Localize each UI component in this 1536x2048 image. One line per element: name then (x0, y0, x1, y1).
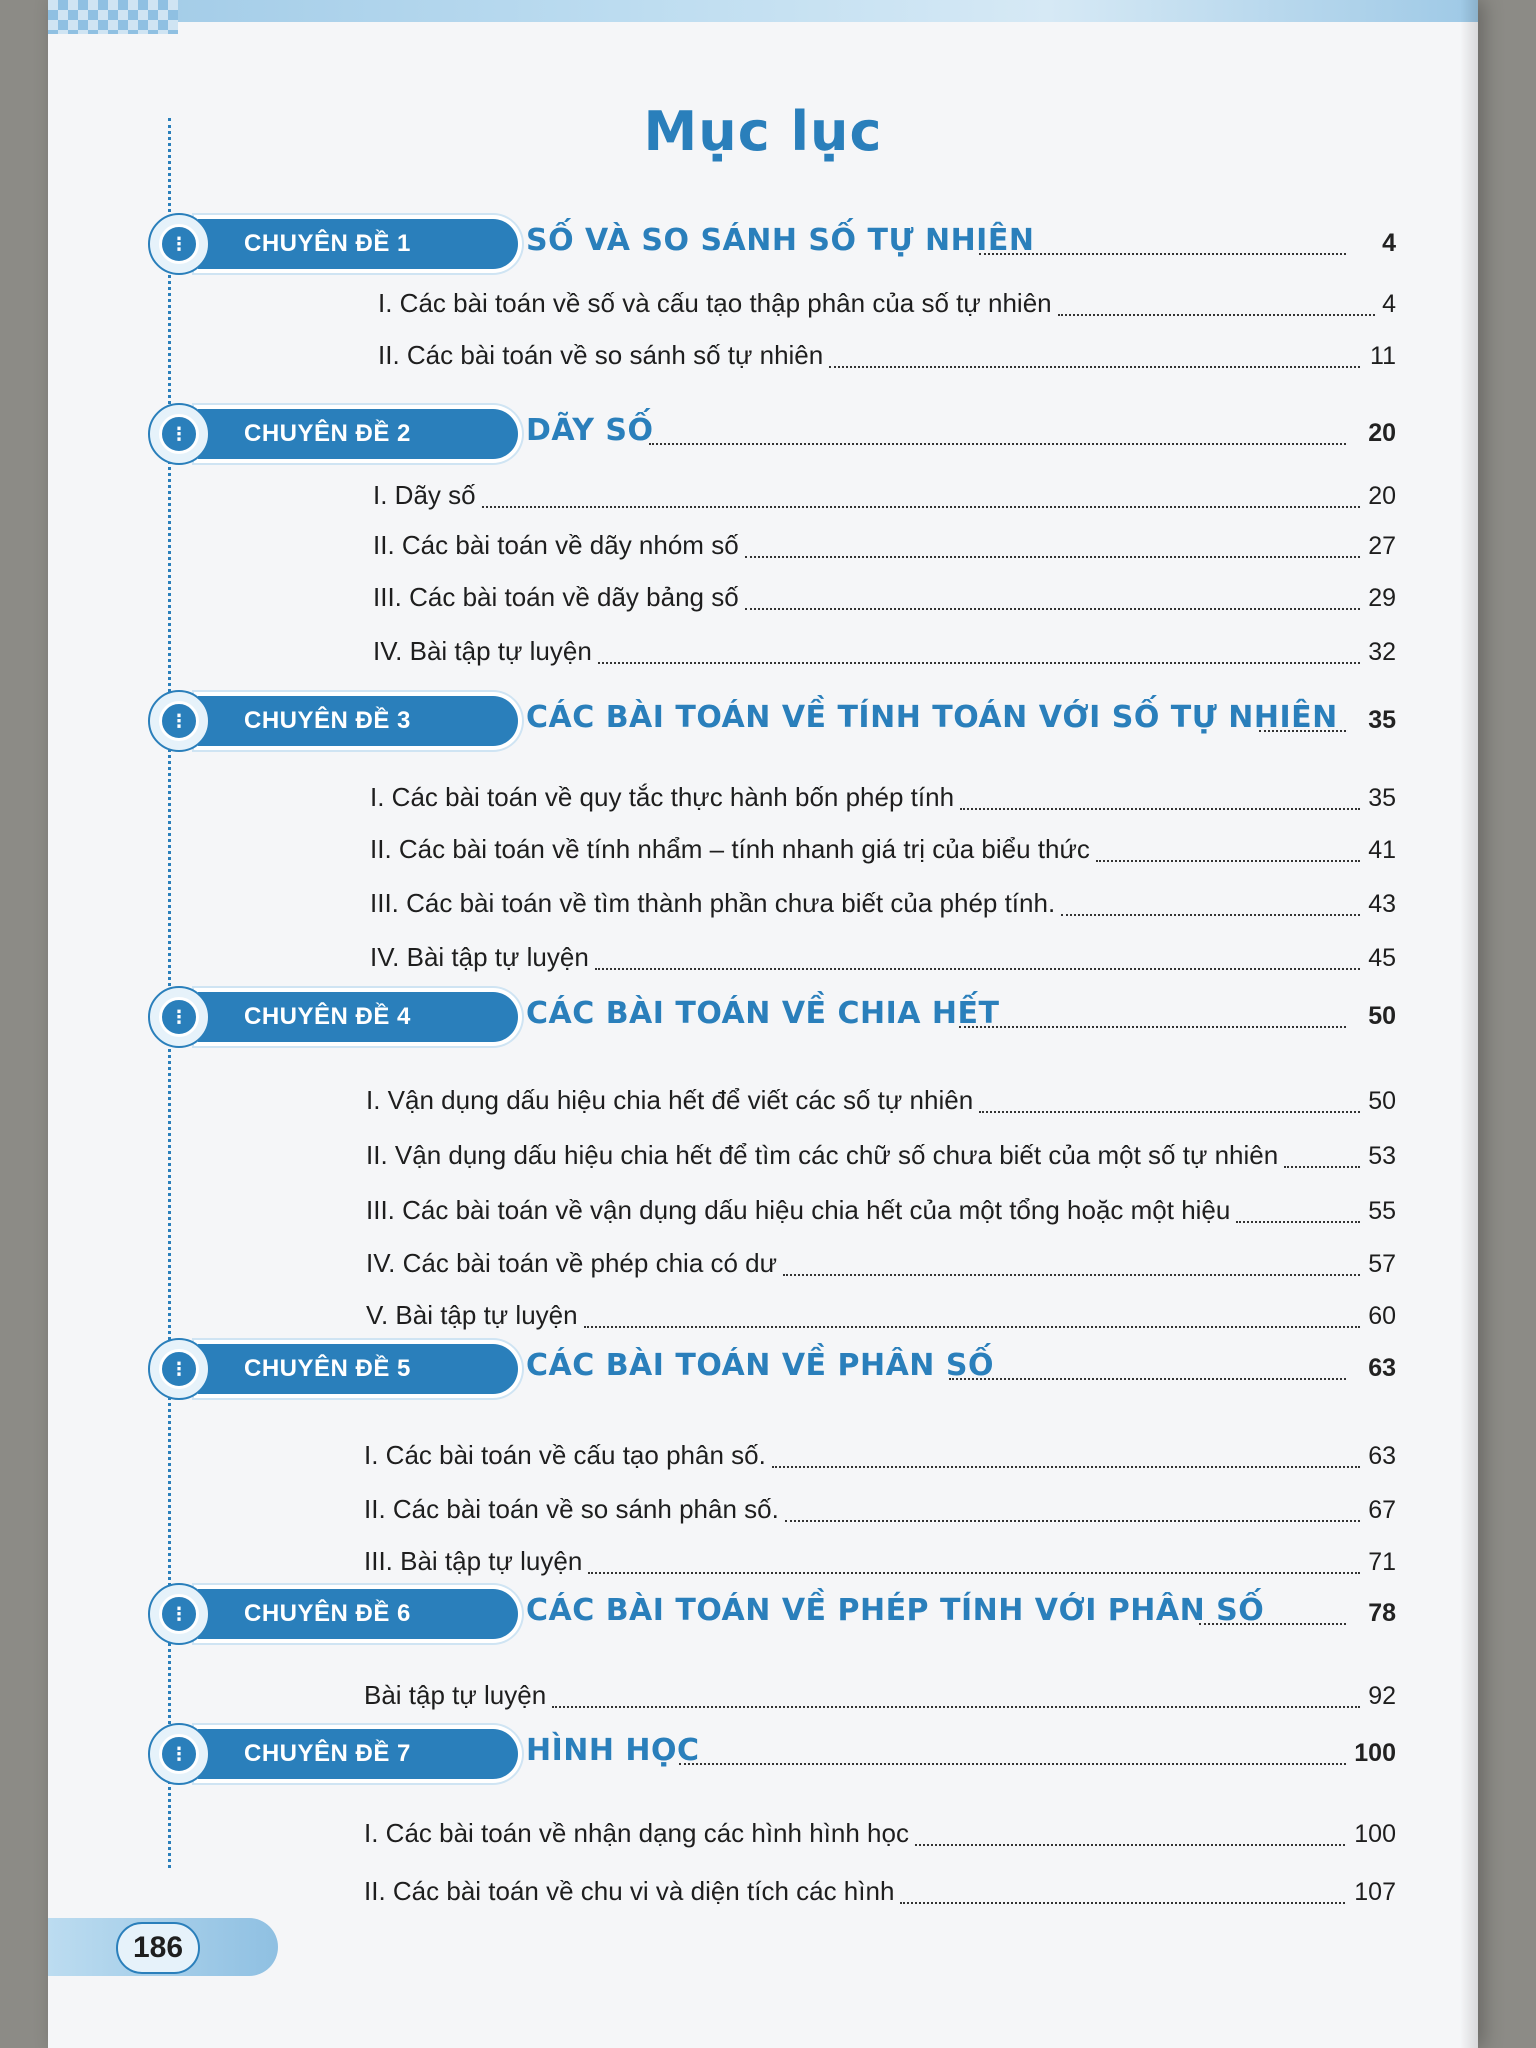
toc-entry-label: II. Các bài toán về dãy nhóm số (373, 530, 739, 560)
toc-entry[interactable] (48, 1876, 1478, 1920)
toc-entry-label: II. Các bài toán về chu vi và diện tích các hình (364, 1876, 895, 1906)
toc-entry-page-number: 29 (1368, 584, 1396, 612)
toc-entry-label: V. Bài tập tự luyện (366, 1300, 578, 1330)
chapter-page-number: 35 (1368, 706, 1396, 734)
toc-entry[interactable] (48, 888, 1478, 932)
dot-leader (785, 1520, 1360, 1522)
toc-entry-label: IV. Các bài toán về phép chia có dư (366, 1248, 778, 1278)
chapter-tag: CHUYÊN ĐỀ 6 (198, 1589, 518, 1639)
chapter-tag: CHUYÊN ĐỀ 1 (198, 219, 518, 269)
toc-entry-label: Bài tập tự luyện (364, 1680, 547, 1710)
toc-entry-page-number: 27 (1368, 532, 1396, 560)
chapter-bullet-icon: ⋮ (148, 213, 210, 275)
toc-entry-label: II. Vận dụng dấu hiệu chia hết để tìm các chữ số chưa biết của một số tự nhiên (366, 1140, 1279, 1170)
book-page (48, 0, 1478, 2048)
dot-leader (900, 1902, 1345, 1904)
toc-entry-page-number: 107 (1354, 1878, 1396, 1906)
dot-leader (1284, 1166, 1360, 1168)
chapter-2 (48, 405, 1478, 475)
chapter-bullet-icon: ⋮ (148, 1338, 210, 1400)
chapter-bullet-icon: ⋮ (148, 1723, 210, 1785)
chapter-tag: CHUYÊN ĐỀ 5 (198, 1344, 518, 1394)
dot-leader (588, 1572, 1360, 1574)
toc-entry-label: I. Các bài toán về cấu tạo phân số. (364, 1440, 766, 1470)
dot-leader (649, 443, 1346, 445)
toc-entry[interactable] (48, 1546, 1478, 1590)
dot-leader (979, 253, 1346, 255)
toc-entry-label: I. Các bài toán về quy tắc thực hành bốn phép tính (370, 782, 955, 812)
toc-entry-label: IV. Bài tập tự luyện (370, 942, 589, 972)
dot-leader (552, 1706, 1360, 1708)
toc-entry[interactable] (48, 1440, 1478, 1484)
toc-entry[interactable] (48, 480, 1478, 524)
toc-entry[interactable] (48, 1494, 1478, 1538)
chapter-tag: CHUYÊN ĐỀ 3 (198, 696, 518, 746)
chapter-page-number: 20 (1368, 419, 1396, 447)
chapter-title: HÌNH HỌC (526, 1733, 700, 1768)
toc-entry-page-number: 50 (1368, 1087, 1396, 1115)
chapter-page-number: 63 (1368, 1354, 1396, 1382)
toc-entry-page-number: 45 (1368, 944, 1396, 972)
dot-leader (482, 506, 1360, 508)
chapter-tag: CHUYÊN ĐỀ 2 (198, 409, 518, 459)
page-title: Mục lục (643, 100, 883, 163)
dot-leader (959, 1026, 1346, 1028)
dot-leader (1259, 730, 1346, 732)
chapter-7 (48, 1725, 1478, 1795)
toc-entry-page-number: 60 (1368, 1302, 1396, 1330)
toc-entry-page-number: 20 (1368, 482, 1396, 510)
toc-entry[interactable] (48, 1248, 1478, 1292)
chapter-title: CÁC BÀI TOÁN VỀ PHÂN SỐ (526, 1348, 994, 1383)
toc-entry-label: I. Dãy số (373, 480, 476, 510)
toc-entry-page-number: 32 (1368, 638, 1396, 666)
toc-entry-page-number: 67 (1368, 1496, 1396, 1524)
chapter-page-number: 4 (1382, 229, 1396, 257)
chapter-title: CÁC BÀI TOÁN VỀ PHÉP TÍNH VỚI PHÂN SỐ (526, 1593, 1265, 1628)
dot-leader (1096, 860, 1360, 862)
toc-entry-page-number: 43 (1368, 890, 1396, 918)
top-decorative-band (48, 0, 1478, 22)
dot-leader (679, 1763, 1346, 1765)
dot-leader (915, 1844, 1345, 1846)
toc-entry-label: IV. Bài tập tự luyện (373, 636, 592, 666)
toc-entry-page-number: 71 (1368, 1548, 1396, 1576)
toc-entry-page-number: 55 (1368, 1197, 1396, 1225)
toc-entry-page-number: 35 (1368, 784, 1396, 812)
toc-entry-label: II. Các bài toán về tính nhẩm – tính nhanh giá trị của biểu thức (370, 834, 1090, 864)
chapter-bullet-icon: ⋮ (148, 986, 210, 1048)
dot-leader (595, 968, 1360, 970)
chapter-bullet-icon: ⋮ (148, 690, 210, 752)
chapter-page-number: 50 (1368, 1002, 1396, 1030)
dot-leader (745, 608, 1360, 610)
chapter-title: DÃY SỐ (526, 413, 654, 448)
dot-leader (772, 1466, 1360, 1468)
dot-leader (598, 662, 1360, 664)
toc-entry-label: III. Các bài toán về dãy bảng số (373, 582, 739, 612)
toc-entry[interactable] (48, 1195, 1478, 1239)
toc-entry-page-number: 63 (1368, 1442, 1396, 1470)
chapter-title: SỐ VÀ SO SÁNH SỐ TỰ NHIÊN (526, 223, 1035, 258)
toc-entry-label: III. Các bài toán về tìm thành phần chưa biết của phép tính. (370, 888, 1056, 918)
toc-entry-label: III. Các bài toán về vận dụng dấu hiệu chia hết của một tổng hoặc một hiệu (366, 1195, 1231, 1225)
chapter-tag: CHUYÊN ĐỀ 7 (198, 1729, 518, 1779)
chapter-title: CÁC BÀI TOÁN VỀ CHIA HẾT (526, 996, 1000, 1031)
toc-entry-page-number: 53 (1368, 1142, 1396, 1170)
toc-entry[interactable] (48, 942, 1478, 986)
toc-entry-label: II. Các bài toán về so sánh số tự nhiên (378, 340, 824, 370)
chapter-page-number: 100 (1354, 1739, 1396, 1767)
chapter-bullet-icon: ⋮ (148, 1583, 210, 1645)
dot-leader (584, 1326, 1360, 1328)
toc-entry[interactable] (48, 1140, 1478, 1184)
dot-leader (949, 1378, 1346, 1380)
chapter-1 (48, 215, 1478, 285)
toc-entry[interactable] (48, 834, 1478, 878)
toc-entry-label: III. Bài tập tự luyện (364, 1546, 583, 1576)
dot-leader (783, 1274, 1360, 1276)
toc-entry-label: II. Các bài toán về so sánh phân số. (364, 1494, 779, 1524)
toc-entry[interactable] (48, 636, 1478, 680)
toc-entry-page-number: 41 (1368, 836, 1396, 864)
toc-entry-page-number: 11 (1370, 342, 1396, 370)
dot-leader (1236, 1221, 1360, 1223)
dot-leader (829, 366, 1360, 368)
toc-entry[interactable] (48, 1300, 1478, 1344)
chapter-4 (48, 988, 1478, 1058)
chapter-bullet-icon: ⋮ (148, 403, 210, 465)
chapter-page-number: 78 (1368, 1599, 1396, 1627)
toc-entry[interactable] (48, 1818, 1478, 1862)
toc-entry[interactable] (48, 288, 1478, 332)
toc-entry-label: I. Vận dụng dấu hiệu chia hết để viết các số tự nhiên (366, 1085, 974, 1115)
chapter-5 (48, 1340, 1478, 1410)
dot-leader (1061, 914, 1360, 916)
toc-entry-label: I. Các bài toán về số và cấu tạo thập phân của số tự nhiên (378, 288, 1052, 318)
toc-entry[interactable] (48, 782, 1478, 826)
dot-leader (745, 556, 1360, 558)
chapter-tag: CHUYÊN ĐỀ 4 (198, 992, 518, 1042)
toc-entry[interactable] (48, 582, 1478, 626)
dot-leader (979, 1111, 1360, 1113)
toc-entry[interactable] (48, 530, 1478, 574)
dot-leader (960, 808, 1360, 810)
chapter-6 (48, 1585, 1478, 1655)
toc-entry-label: I. Các bài toán về nhận dạng các hình hình học (364, 1818, 909, 1848)
toc-entry[interactable] (48, 1085, 1478, 1129)
toc-entry-page-number: 100 (1354, 1820, 1396, 1848)
toc-entry[interactable] (48, 1680, 1478, 1724)
dot-leader (1199, 1623, 1346, 1625)
page-number: 186 (116, 1922, 200, 1974)
dot-leader (1058, 314, 1375, 316)
chapter-3 (48, 692, 1478, 762)
toc-entry[interactable] (48, 340, 1478, 384)
toc-entry-page-number: 57 (1368, 1250, 1396, 1278)
toc-entry-page-number: 4 (1382, 290, 1396, 318)
checker-pattern (48, 0, 178, 34)
toc-entry-page-number: 92 (1368, 1682, 1396, 1710)
chapter-title: CÁC BÀI TOÁN VỀ TÍNH TOÁN VỚI SỐ TỰ NHIÊN (526, 700, 1338, 735)
